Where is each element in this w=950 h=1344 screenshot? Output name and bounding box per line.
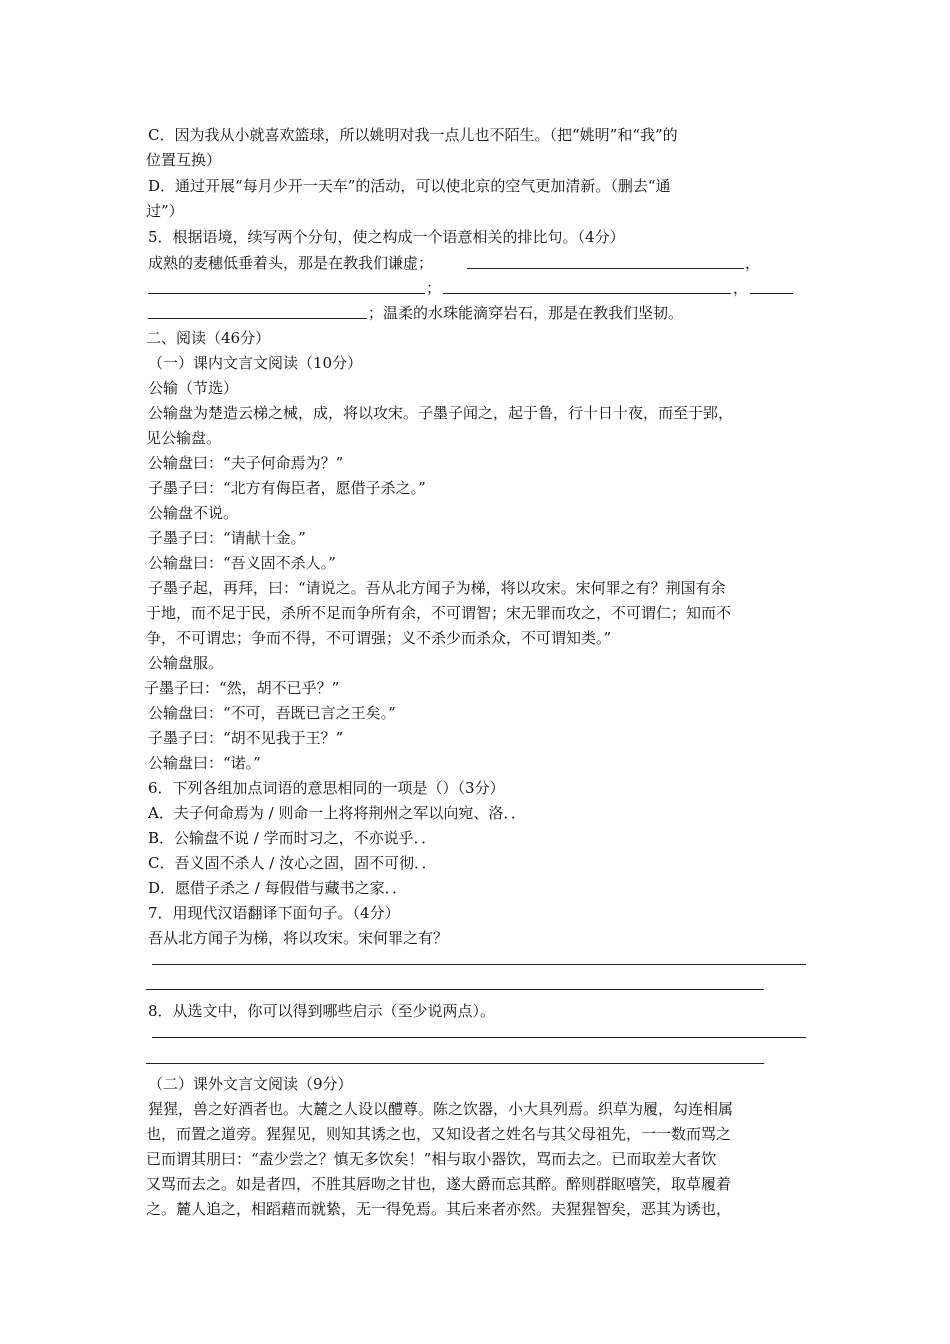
question-6: 6．下列各组加点词语的意思相同的一项是（）（3分） xyxy=(148,779,505,797)
passage-line: 也，而置之道旁。猩猩见，则知其诱之也，又知设者之姓名与其父母祖先，一一数而骂之 xyxy=(146,1125,732,1143)
question-5: 5．根据语境，续写两个分句，使之构成一个语意相关的排比句。（4分） xyxy=(148,228,625,246)
option-b[interactable]: B．公输盘不说 / 学而时习之，不亦说乎．． xyxy=(148,829,437,847)
passage-line: 公输盘曰：“不可，吾既已言之王矣。” xyxy=(148,704,396,722)
passage-line: 子墨子曰：“北方有侮臣者，愿借子杀之。” xyxy=(148,479,426,497)
passage-line: 公输盘为楚造云梯之械，成，将以攻宋。子墨子闻之，起于鲁，行十日十夜，而至于郢， xyxy=(148,404,734,422)
passage-line: 已而谓其朋曰：“盍少尝之？慎无多饮矣！”相与取小器饮，骂而去之。已而取差大者饮 xyxy=(146,1150,717,1168)
question-5-prompt: 成熟的麦穗低垂着头，那是在教我们谦虚； xyxy=(148,254,434,272)
passage-line: 公输盘曰：“诺。” xyxy=(148,754,261,772)
passage-line: 公输盘曰：“夫子何命焉为？” xyxy=(148,454,344,472)
option-d[interactable]: D．愿借子杀之 / 每假借与藏书之家．． xyxy=(148,879,408,897)
passage-line: 之。麓人追之，相蹈藉而就絷，无一得免焉。其后来者亦然。夫猩猩智矣，恶其为诱也， xyxy=(146,1200,732,1218)
passage-line: 子墨子曰：“然，胡不已乎？” xyxy=(144,679,340,697)
question-7: 7．用现代汉语翻译下面句子。（4分） xyxy=(148,904,400,922)
subsection-heading: （一）课内文言文阅读（10分） xyxy=(148,354,363,372)
answer-blank[interactable] xyxy=(148,293,425,294)
passage-line: 子墨子曰：“请献十金。” xyxy=(148,529,306,547)
passage-line: 子墨子起，再拜，曰：“请说之。吾从北方闻子为梯，将以攻宋。宋何罪之有？荆国有余 xyxy=(148,579,726,597)
option-a[interactable]: A．夫子何命焉为 / 则命一上将将荆州之军以向宛、洛．． xyxy=(148,804,526,822)
passage-line: 公输盘不说。 xyxy=(148,504,239,522)
section-heading: 二、阅读（46分） xyxy=(146,329,271,347)
answer-line[interactable] xyxy=(146,989,764,990)
passage-line: 见公输盘。 xyxy=(146,429,222,447)
question-8: 8．从选文中，你可以得到哪些启示（至少说两点）。 xyxy=(148,1002,496,1020)
answer-blank[interactable] xyxy=(443,293,731,294)
option-c-line-cont: 位置互换） xyxy=(146,151,222,169)
passage-title: 公输（节选） xyxy=(148,379,239,397)
passage-line: 公输盘服。 xyxy=(148,654,224,672)
passage-line: 争，不可谓忠；争而不得，不可谓强；义不杀少而杀众，不可谓知类。” xyxy=(146,629,612,647)
passage-line: 猩猩，兽之好酒者也。大麓之人设以醴尊。陈之饮器，小大具列焉。织草为履，勾连相属 xyxy=(148,1100,734,1118)
question-5-ending: ；温柔的水珠能滴穿岩石，那是在教我们坚韧。 xyxy=(368,304,684,322)
answer-line[interactable] xyxy=(152,1037,806,1038)
option-c[interactable]: C．吾义固不杀人 / 汝心之固，固不可彻．． xyxy=(148,854,437,872)
subsection-heading: （二）课外文言文阅读（9分） xyxy=(148,1075,353,1093)
answer-blank[interactable] xyxy=(467,268,744,269)
question-7-sentence: 吾从北方闻子为梯，将以攻宋。宋何罪之有？ xyxy=(148,929,449,947)
answer-blank[interactable] xyxy=(750,293,793,294)
answer-line[interactable] xyxy=(146,1063,764,1064)
comma-mark: ， xyxy=(745,254,761,272)
semicolon-mark: ； xyxy=(426,279,442,297)
option-d-line-cont: 过”） xyxy=(146,202,184,220)
passage-line: 公输盘曰：“吾义固不杀人。” xyxy=(148,554,336,572)
passage-line: 子墨子曰：“胡不见我于王？” xyxy=(148,729,344,747)
comma-mark: ， xyxy=(733,279,749,297)
answer-line[interactable] xyxy=(152,964,806,965)
passage-line: 又骂而去之。如是者四，不胜其唇吻之甘也，遂大爵而忘其醉。醉则群眍嘻笑，取草履着 xyxy=(146,1175,732,1193)
option-d-line: D．通过开展“每月少开一天车”的活动，可以使北京的空气更加清新。（删去“通 xyxy=(148,177,671,195)
answer-blank[interactable] xyxy=(148,318,367,319)
passage-line: 于地，而不足于民，杀所不足而争所有余，不可谓智；宋无罪而攻之，不可谓仁；知而不 xyxy=(146,604,732,622)
option-c-line: C．因为我从小就喜欢篮球，所以姚明对我一点儿也不陌生。（把“姚明”和“我”的 xyxy=(148,126,678,144)
